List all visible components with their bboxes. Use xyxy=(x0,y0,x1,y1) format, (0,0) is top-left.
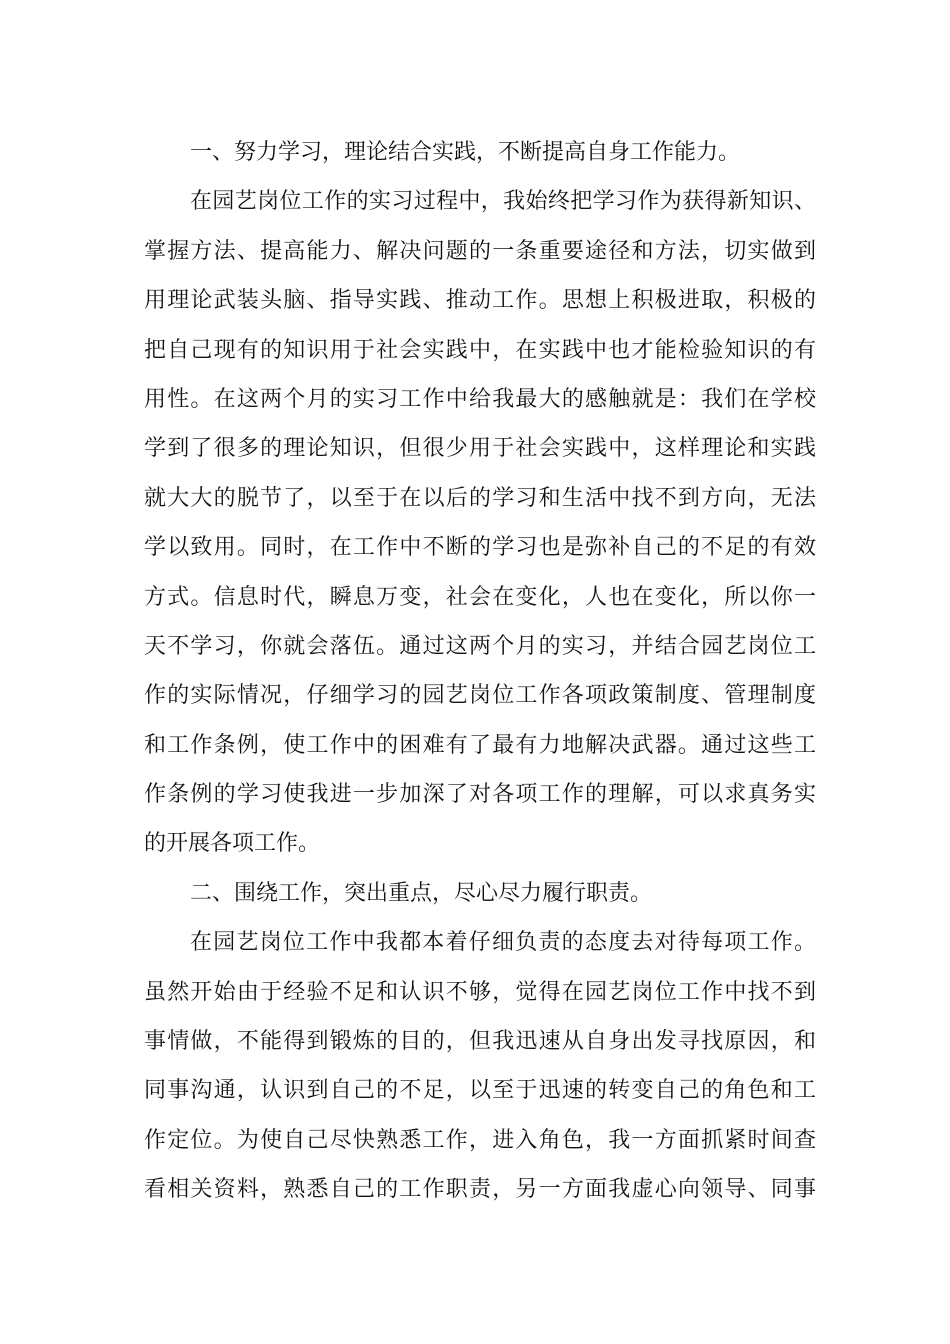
text-line: 天不学习，你就会落伍。通过这两个月的实习，并结合园艺岗位工 xyxy=(144,633,816,659)
text-line: 看相关资料，熟悉自己的工作职责，另一方面我虚心向领导、同事 xyxy=(144,1177,816,1203)
text-line: 学以致用。同时，在工作中不断的学习也是弥补自己的不足的有效 xyxy=(144,535,816,561)
text-line: 事情做，不能得到锻炼的目的，但我迅速从自身出发寻找原因，和 xyxy=(144,1029,816,1055)
text-line: 虽然开始由于经验不足和认识不够，觉得在园艺岗位工作中找不到 xyxy=(144,979,816,1005)
text-line: 一、努力学习，理论结合实践，不断提高自身工作能力。 xyxy=(190,140,741,165)
text-line: 就大大的脱节了，以至于在以后的学习和生活中找不到方向，无法 xyxy=(144,485,816,511)
text-line: 二、围绕工作，突出重点，尽心尽力履行职责。 xyxy=(190,880,653,906)
text-line: 在园艺岗位工作的实习过程中，我始终把学习作为获得新知识、 xyxy=(190,189,816,215)
text-line: 把自己现有的知识用于社会实践中，在实践中也才能检验知识的有 xyxy=(144,337,816,363)
text-line: 掌握方法、提高能力、解决问题的一条重要途径和方法，切实做到 xyxy=(144,238,816,264)
text-line: 作的实际情况，仔细学习的园艺岗位工作各项政策制度、管理制度 xyxy=(144,683,816,709)
text-line: 同事沟通，认识到自己的不足，以至于迅速的转变自己的角色和工 xyxy=(144,1078,816,1104)
text-line: 用理论武装头脑、指导实践、推动工作。思想上积极进取，积极的 xyxy=(144,288,816,314)
text-line: 方式。信息时代，瞬息万变，社会在变化，人也在变化，所以你一 xyxy=(144,584,816,610)
text-line: 在园艺岗位工作中我都本着仔细负责的态度去对待每项工作。 xyxy=(190,930,816,956)
text-line: 作定位。为使自己尽快熟悉工作，进入角色，我一方面抓紧时间查 xyxy=(144,1127,816,1153)
text-line: 和工作条例，使工作中的困难有了最有力地解决武器。通过这些工 xyxy=(144,732,816,758)
text-line: 学到了很多的理论知识，但很少用于社会实践中，这样理论和实践 xyxy=(144,436,816,462)
text-line: 的开展各项工作。 xyxy=(144,831,321,857)
document-body xyxy=(144,128,816,1215)
text-line: 用性。在这两个月的实习工作中给我最大的感触就是：我们在学校 xyxy=(144,386,816,412)
text-line: 作条例的学习使我进一步加深了对各项工作的理解，可以求真务实 xyxy=(144,782,816,808)
